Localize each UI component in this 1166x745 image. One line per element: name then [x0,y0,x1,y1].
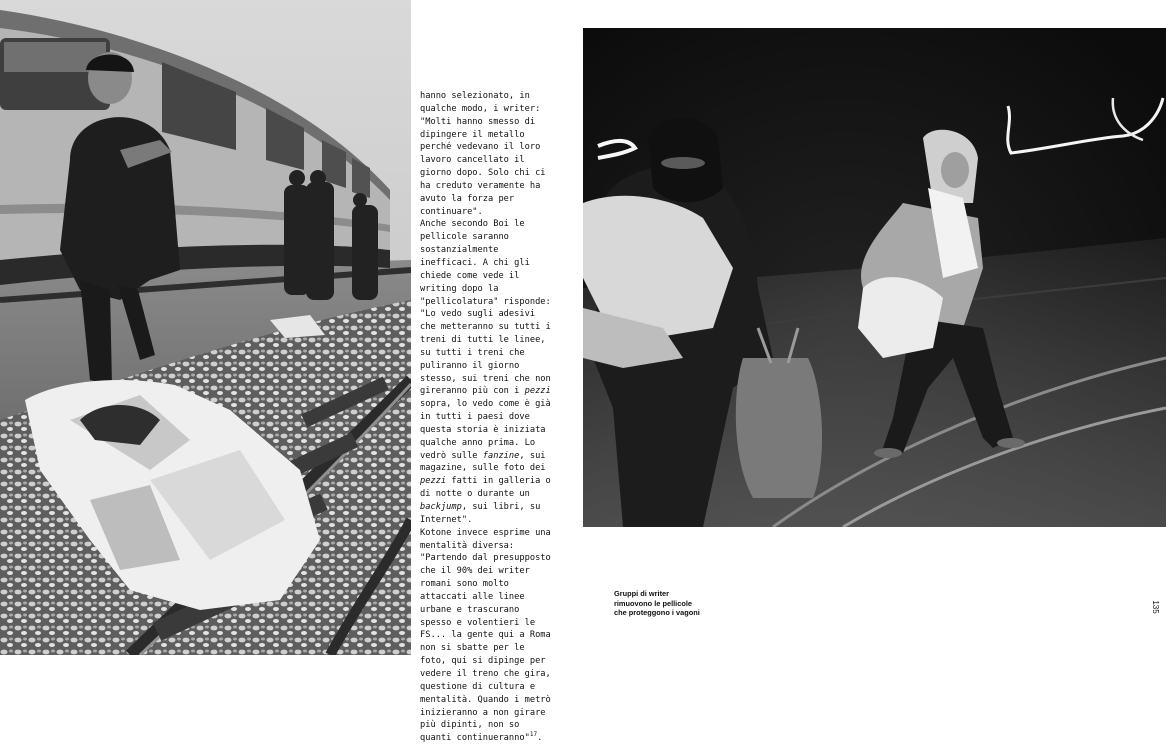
text-run: Anche secondo Boi le pellicole saranno sostanzialmente inefficaci. A chi gli chiede come vede il writing dopo la "pellicolatura" risponde: "Lo vedo sugli adesivi che metteranno su tutti i treni di tutti le linee, su tutti i treni che puliranno il giorno stesso, sui treni che non gireranno più con i [420,219,551,397]
photo-writers-at-night [583,28,1166,527]
italic-term: pezzi [524,386,551,397]
text-run: hanno selezionato, in qualche modo, i writer: "Molti hanno smesso di dipingere il metallo perché vedevano il loro lavoro cancellato il giorno dopo. Solo chi ci ha creduto veramente ha avuto la forza per continuare". [420,91,546,217]
photo-writers-by-train [0,0,411,655]
footnote-ref: 17 [529,731,538,739]
italic-term: pezzi [420,476,447,487]
page-number: 135 [1151,600,1160,614]
article-paragraph [420,218,555,526]
text-run: , sui magazine, sulle foto dei [420,450,546,474]
italic-term: fanzine [482,450,520,461]
text-run: . [537,733,543,744]
article-paragraph [420,527,555,745]
article-body [420,90,555,745]
photo-caption [614,589,724,618]
text-run: , sui libri, su Internet". [420,502,541,525]
caption-line: rimuovono le pellicole [614,598,693,608]
italic-term: backjump [420,502,462,512]
text-run: sopra, lo vedo come è già in tutti i paesi dove questa storia è iniziata qualche anno prima. Lo vedrò sulle [420,399,551,461]
text-run: fatti in galleria o di notte o durante un [420,476,551,500]
article-paragraph [420,90,555,218]
caption-line: che proteggono i vagoni [614,608,700,618]
photo-writers-by-train-image [0,0,411,655]
caption-line: Gruppi di writer [614,589,670,598]
text-run: Kotone invece esprime una mentalità diversa: "Partendo dal presupposto che il 90% dei writer romani sono molto attaccati alle linee urbane e trascurano spesso e volentieri le FS... la gente qui a Roma non si sbatte per le foto, qui si dipinge per vedere il treno che gira, questione di cultura e mentalità. Quando i metrò inizieranno a non girare più dipinti, non so quanti continueranno" [420,527,551,744]
photo-writers-at-night-image [583,28,1166,527]
